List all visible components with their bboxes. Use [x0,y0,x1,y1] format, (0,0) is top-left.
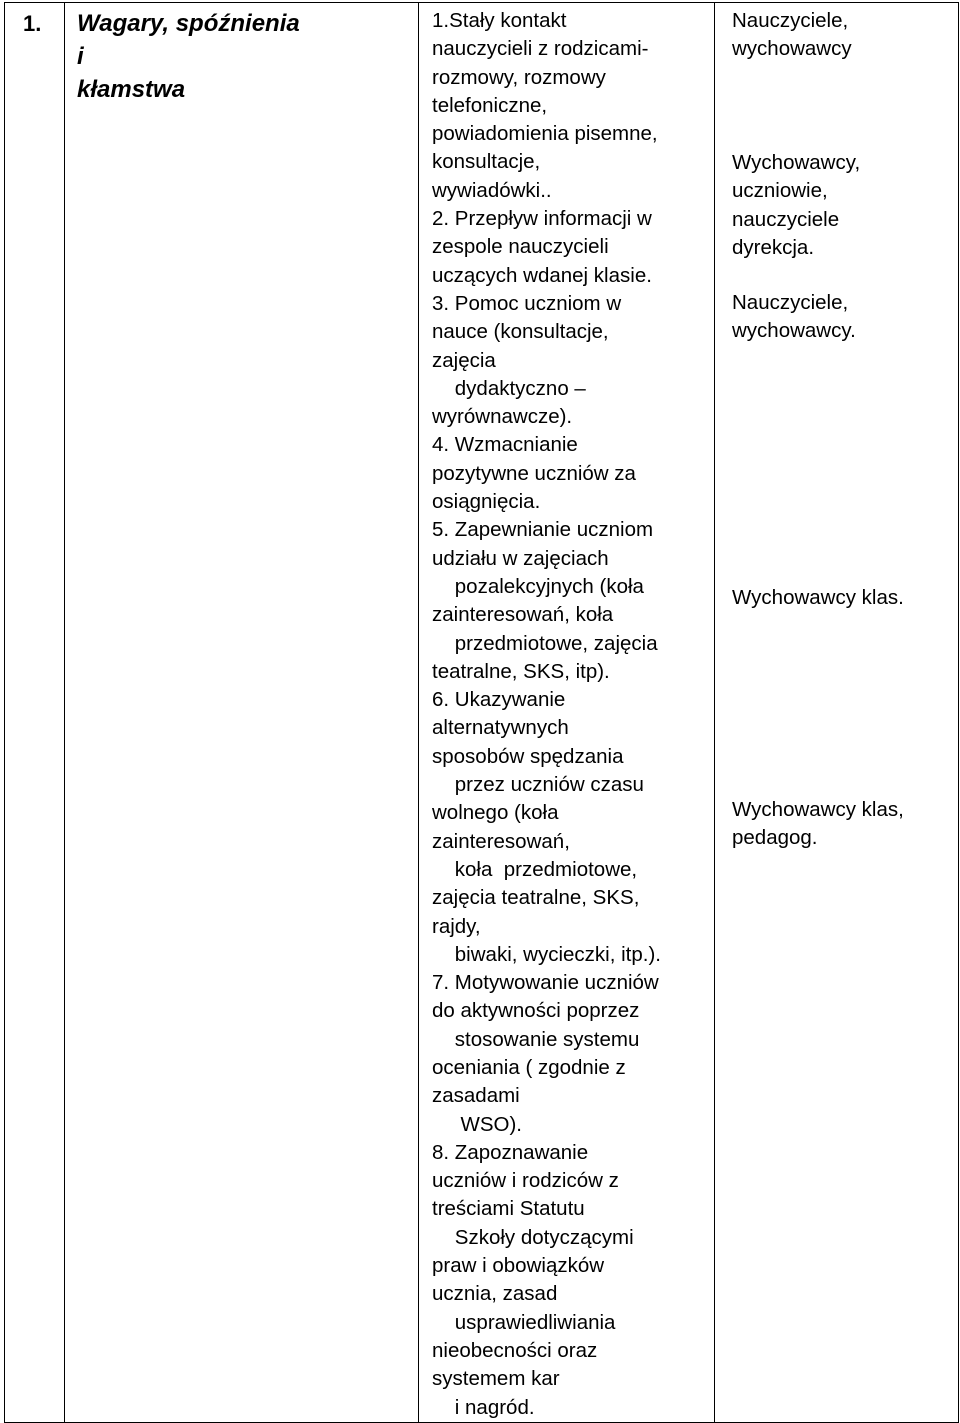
action-line: dydaktyczno – [432,376,586,400]
action-line: wolnego (koła [432,801,559,825]
responsible-line: Nauczyciele, [732,9,849,32]
action-line: sposobów spędzania [432,744,624,768]
responsible-group-2 [732,149,860,262]
action-line: nieobecności oraz [432,1338,598,1362]
action-line: praw i obowiązków [432,1254,605,1278]
action-line: uczniów i rodziców z [432,1169,619,1193]
action-line: przez uczniów czasu [432,773,644,797]
action-line: 5. Zapewnianie uczniom [432,518,654,542]
action-line: do aktywności poprzez [432,999,640,1023]
action-line: rozmowy, rozmowy [432,65,606,89]
action-line: pozytywne uczniów za [432,461,636,485]
action-line: WSO). [432,1112,522,1136]
action-line: koła przedmiotowe, [432,857,638,881]
action-line: biwaki, wycieczki, itp.). [432,942,661,966]
action-line: stosowanie systemu [432,1027,640,1051]
issue-title-line: Wagary, spóźnienia [77,10,300,37]
action-line: zasadami [432,1084,520,1108]
action-line: pozalekcyjnych (koła [432,574,644,598]
action-line: 3. Pomoc uczniom w [432,291,622,315]
plan-table [4,2,959,1423]
responsible-group-3 [732,289,856,346]
action-line: alternatywnych [432,716,569,740]
responsible-line: uczniowie, [732,179,828,203]
action-line: systemem kar [432,1367,560,1391]
action-line: wyrównawcze). [432,405,573,429]
action-line: teatralne, SKS, itp). [432,659,610,683]
action-line: 8. Zapoznawanie [432,1140,589,1164]
responsible-line: nauczyciele [732,207,840,231]
action-line: Szkoły dotyczącymi [432,1225,634,1249]
action-line: zainteresowań, [432,829,570,853]
responsible-line: dyrekcja. [732,235,815,259]
action-line: zajęcia teatralne, SKS, [432,886,640,910]
responsible-group-5 [732,796,904,853]
responsible-line: Wychowawcy, [732,151,861,174]
responsible-line: Wychowawcy klas, [732,798,904,821]
responsible-group-4 [732,584,904,612]
action-line: powiadomienia pisemne, [432,122,658,146]
responsible-line: wychowawcy. [732,319,856,343]
action-line: 2. Przepływ informacji w [432,207,652,231]
responsible-group-1 [732,7,852,64]
action-line: rajdy, [432,914,481,938]
action-line: i nagród. [432,1395,535,1419]
action-line: udziału w zajęciach [432,546,609,570]
responsible-line: pedagog. [732,826,818,850]
issue-cell [65,3,419,1423]
action-line: telefoniczne, [432,93,548,117]
actions-list [419,3,714,1422]
action-line: 6. Ukazywanie [432,688,566,712]
responsible-line: Wychowawcy klas. [732,586,904,609]
action-line: ucznia, zasad [432,1282,558,1306]
issue-title [65,3,418,106]
action-line: uczących wdanej klasie. [432,263,652,287]
action-line: 7. Motywowanie uczniów [432,971,659,995]
action-line: zajęcia [432,348,496,372]
action-line: oceniania ( zgodnie z [432,1055,626,1079]
row-number: 1. [23,11,42,36]
responsible-line: wychowawcy [732,37,852,61]
action-line: konsultacje, [432,150,541,174]
action-line: zespole nauczycieli [432,235,609,259]
action-line: wywiadówki.. [432,178,552,202]
action-line: zainteresowań, koła [432,603,614,627]
action-line: usprawiedliwiania [432,1310,616,1334]
issue-title-line: i [77,43,84,70]
responsible-cell [715,3,959,1423]
actions-cell [419,3,715,1423]
action-line: osiągnięcia. [432,490,541,514]
action-line: przedmiotowe, zajęcia [432,631,658,655]
action-line: 4. Wzmacnianie [432,433,578,457]
action-line: nauce (konsultacje, [432,320,609,344]
issue-title-line: kłamstwa [77,76,186,103]
responsible-line: Nauczyciele, [732,291,849,314]
table-row [5,3,959,1423]
action-line: 1.Stały kontakt [432,9,567,32]
row-number-cell [5,3,65,1423]
action-line: treściami Statutu [432,1197,585,1221]
action-line: nauczycieli z rodzicami- [432,37,649,61]
